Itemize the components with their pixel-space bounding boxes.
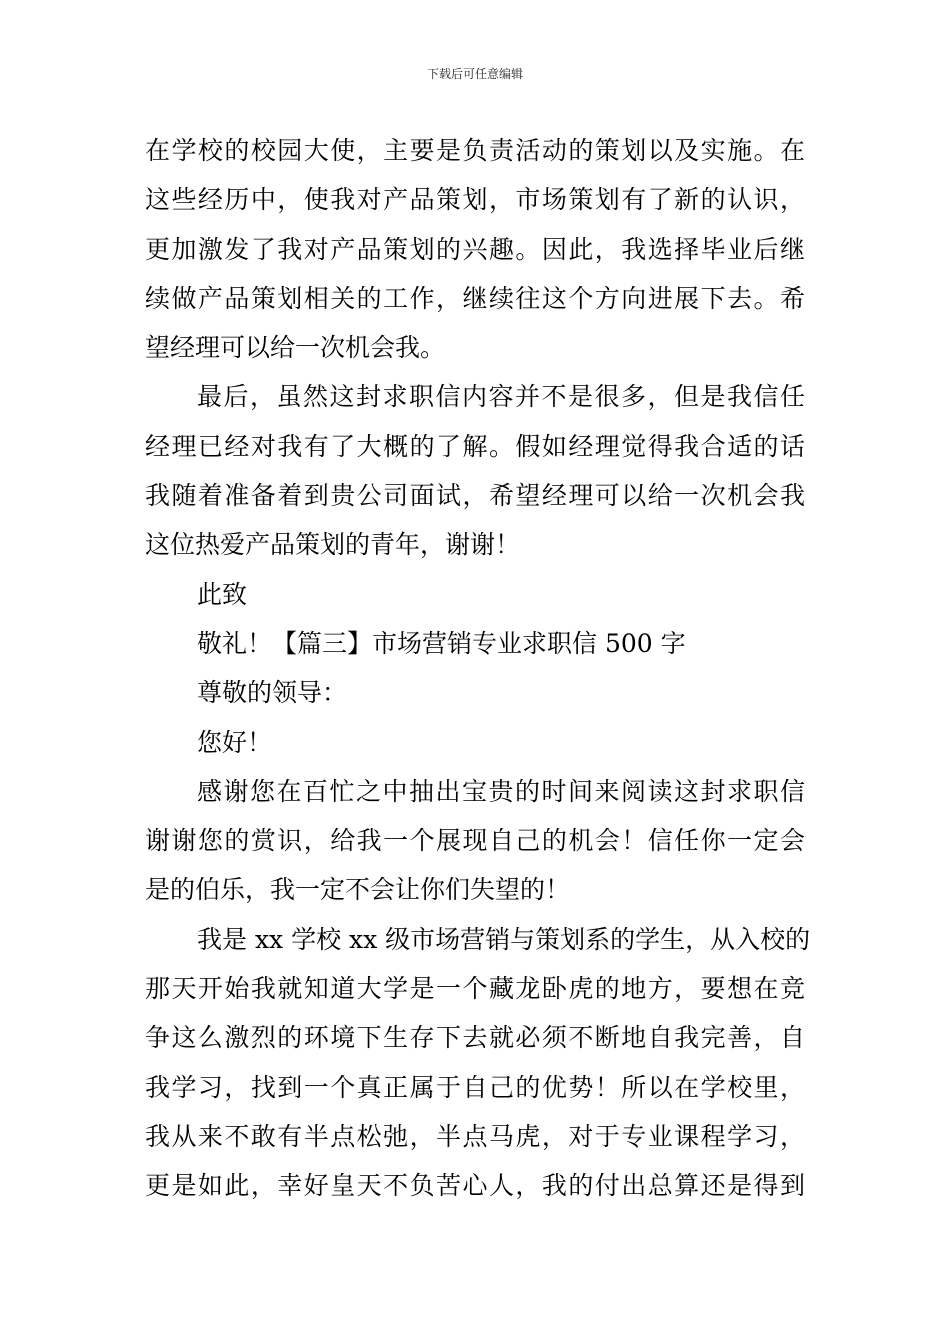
page-header: 下载后可任意编辑 xyxy=(426,67,523,81)
letter-body xyxy=(145,126,811,1211)
text-line: 那天开始我就知道大学是一个藏龙卧虎的地方，要想在竞 xyxy=(145,974,805,1004)
text-line: 谢谢您的赏识，给我一个展现自己的机会！信任你一定会 xyxy=(145,826,805,856)
text-line: 更是如此，幸好皇天不负苦心人，我的付出总算还是得到 xyxy=(145,1171,805,1201)
paragraph-start-line: 最后，虽然这封求职信内容并不是很多，但是我信任 xyxy=(197,382,805,412)
closing-line: 此致 xyxy=(197,579,248,609)
text-line: 我从来不敢有半点松弛，半点马虎，对于专业课程学习， xyxy=(145,1121,805,1151)
text-line: 这位热爱产品策划的青年，谢谢！ xyxy=(145,530,521,560)
text-line: 争这么激烈的环境下生存下去就必须不断地自我完善，自 xyxy=(145,1023,805,1053)
text-line: 望经理可以给一次机会我。 xyxy=(145,333,446,363)
greeting-line: 您好！ xyxy=(197,727,273,757)
text-line: 在学校的校园大使，主要是负责活动的策划以及实施。在 xyxy=(145,136,805,165)
salutation-line: 尊敬的领导： xyxy=(197,678,348,708)
text-line: 是的伯乐，我一定不会让你们失望的！ xyxy=(145,875,571,905)
section-heading-line: 敬礼！【篇三】市场营销专业求职信 500 字 xyxy=(197,628,686,658)
text-line: 这些经历中，使我对产品策划，市场策划有了新的认识， xyxy=(145,185,805,215)
text-line: 经理已经对我有了大概的了解。假如经理觉得我合适的话 xyxy=(145,431,805,461)
text-line: 我随着准备着到贵公司面试，希望经理可以给一次机会我 xyxy=(145,481,805,511)
text-line: 续做产品策划相关的工作，继续往这个方向进展下去。希 xyxy=(145,283,805,313)
paragraph-start-line: 我是 xx 学校 xx 级市场营销与策划系的学生，从入校的 xyxy=(197,924,811,954)
text-line: 我学习，找到一个真正属于自己的优势！所以在学校里， xyxy=(145,1072,805,1102)
text-line: 更加激发了我对产品策划的兴趣。因此，我选择毕业后继 xyxy=(145,234,805,264)
paragraph-start-line: 感谢您在百忙之中抽出宝贵的时间来阅读这封求职信 xyxy=(197,776,805,806)
